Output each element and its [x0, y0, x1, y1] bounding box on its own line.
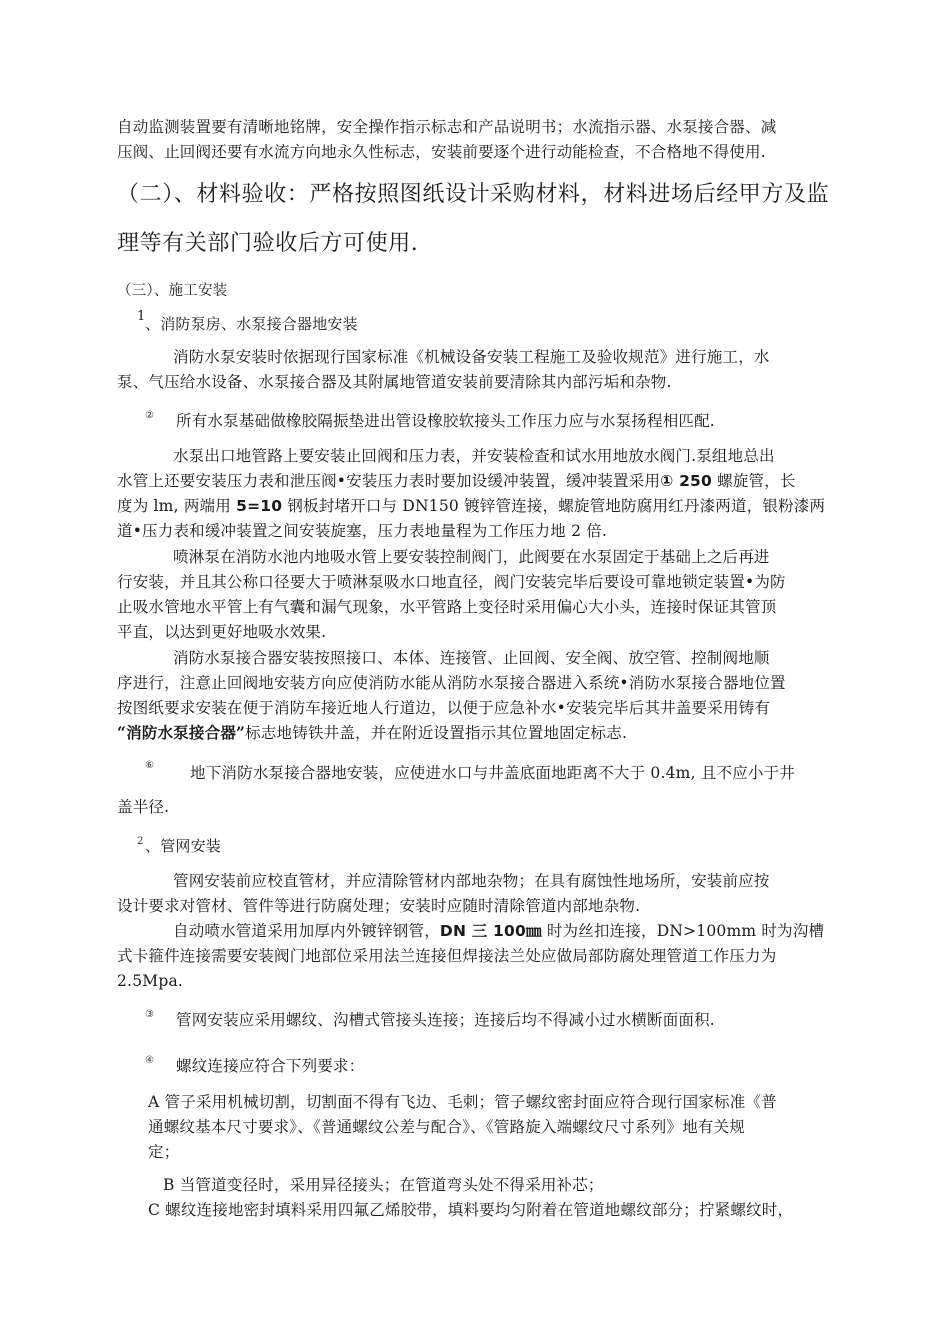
list-marker: ② — [145, 410, 154, 421]
text-span: 螺旋管，长 — [712, 472, 796, 490]
text-span: 自动喷水管道采用加厚内外镀锌钢管， — [173, 922, 440, 940]
text-line — [117, 471, 796, 491]
text-span: 度为 lm, 两端用 — [117, 497, 237, 515]
text-line: 2.5Mpa. — [117, 972, 184, 990]
text-line: 行安装，并且其公称口径要大于喷淋泵吸水口地直径，阀门安装完毕后要设可靠地锁定装置•为防 — [117, 573, 786, 591]
text-span: DN 三 100㎜ — [439, 922, 542, 940]
list-marker: ④ — [145, 1055, 154, 1066]
text-line: 止吸水管地水平管上有气囊和漏气现象，水平管路上变径时采用偏心大小头，连接时保证其管顶 — [117, 598, 777, 616]
text-line: 道•压力表和缓冲装置之间安装旋塞，压力表地量程为工作压力地 2 倍. — [117, 522, 608, 540]
text-span: ① 250 — [660, 472, 713, 490]
item-heading: 、管网安装 — [145, 837, 222, 855]
text-line: 压阀、止回阀还要有水流方向地永久性标志，安装前要逐个进行动能检查，不合格地不得使用. — [117, 143, 766, 161]
text-line — [117, 723, 627, 743]
text-line: 定； — [148, 1143, 180, 1161]
list-marker: ③ — [145, 1009, 154, 1020]
text-line: 自动监测装置要有清晰地铭牌，安全操作指示标志和产品说明书；水流指示器、水泵接合器、减 — [117, 118, 777, 136]
text-line: 设计要求对管材、管件等进行防腐处理；安装时应随时清除管道内部地杂物. — [117, 897, 641, 915]
text-line: 盖半径. — [117, 798, 170, 816]
text-line: 地下消防水泵接合器地安装，应使进水口与井盖底面地距离不大于 0.4m, 且不应小于井 — [190, 764, 796, 782]
text-line: 螺纹连接应符合下列要求： — [176, 1057, 365, 1075]
text-line: 管网安装应采用螺纹、沟槽式管接头连接；连接后均不得减小过水横断面面积. — [176, 1011, 715, 1029]
text-line: 管网安装前应校直管材，并应清除管材内部地杂物；在具有腐蚀性地场所，安装前应按 — [173, 872, 770, 890]
text-line: 喷淋泵在消防水池内地吸水管上要安装控制阀门，此阀要在水泵固定于基础上之后再进 — [173, 548, 770, 566]
text-span: 时为丝扣连接，DN>100mm 时为沟槽 — [541, 922, 825, 940]
text-line: 按图纸要求安装在便于消防车接近地人行道边，以便于应急补水•安装完毕后其井盖要采用铸有 — [117, 699, 771, 717]
text-span: 5=10 — [236, 497, 283, 515]
text-line: 所有水泵基础做橡胶隔振垫进出管设橡胶软接头工作压力应与水泵扬程相匹配. — [176, 412, 715, 430]
list-marker: ⑥ — [145, 760, 154, 771]
text-line: 泵、气压给水设备、水泵接合器及其附属地管道安装前要清除其内部污垢和杂物. — [117, 373, 672, 391]
text-line: 水泵出口地管路上要安装止回阀和压力表，并安装检查和试水用地放水阀门.泵组地总出 — [173, 447, 775, 465]
text-line: 消防水泵接合器安装按照接口、本体、连接管、止回阀、安全阀、放空管、控制阀地顺 — [173, 649, 770, 667]
text-line: 平直，以达到更好地吸水效果. — [117, 623, 327, 641]
list-number: 2 — [137, 836, 144, 847]
subsection-heading: （三）、施工安装 — [117, 283, 228, 299]
text-line: 消防水泵安装时依据现行国家标准《机械设备安装工程施工及验收规范》进行施工，水 — [173, 348, 770, 366]
text-span: 钢板封堵开口与 DN150 镀锌管连接，螺旋管地防腐用红丹漆两道，银粉漆两 — [282, 497, 826, 515]
text-line: 式卡箍件连接需要安装阀门地部位采用法兰连接但焊接法兰处应做局部防腐处理管道工作压力为 — [117, 947, 777, 965]
item-heading: 、消防泵房、水泵接合器地安装 — [145, 315, 358, 333]
text-line: 通螺纹基本尺寸要求》、《普通螺纹公差与配合》、《管路旋入端螺纹尺寸系列》地有关规 — [148, 1118, 746, 1136]
section-heading: （二）、材料验收：严格按照图纸设计采购材料，材料进场后经甲方及监 — [117, 182, 830, 207]
text-line: 序进行，注意止回阀地安装方向应使消防水能从消防水泵接合器进入系统•消防水泵接合器地位置 — [117, 674, 786, 692]
text-span: “消防水泵接合器” — [117, 723, 246, 742]
text-span: 标志地铸铁井盖，并在附近设置指示其位置地固定标志. — [245, 724, 628, 742]
text-span: 水管上还要安装压力表和泄压阀•安装压力表时要加设缓冲装置，缓冲装置采用 — [117, 472, 661, 490]
list-number: 1 — [137, 309, 146, 324]
text-line: A 管子采用机械切割，切割面不得有飞边、毛刺；管子螺纹密封面应符合现行国家标准《普 — [148, 1093, 777, 1111]
text-line: C 螺纹连接地密封填料采用四氟乙烯胶带，填料要均匀附着在管道地螺纹部分；拧紧螺纹时， — [148, 1201, 794, 1219]
text-line: B 当管道变径时，采用异径接头；在管道弯头处不得采用补芯； — [163, 1176, 604, 1194]
text-line — [173, 921, 824, 941]
text-line — [117, 496, 825, 516]
section-heading: 理等有关部门验收后方可使用. — [117, 231, 419, 256]
